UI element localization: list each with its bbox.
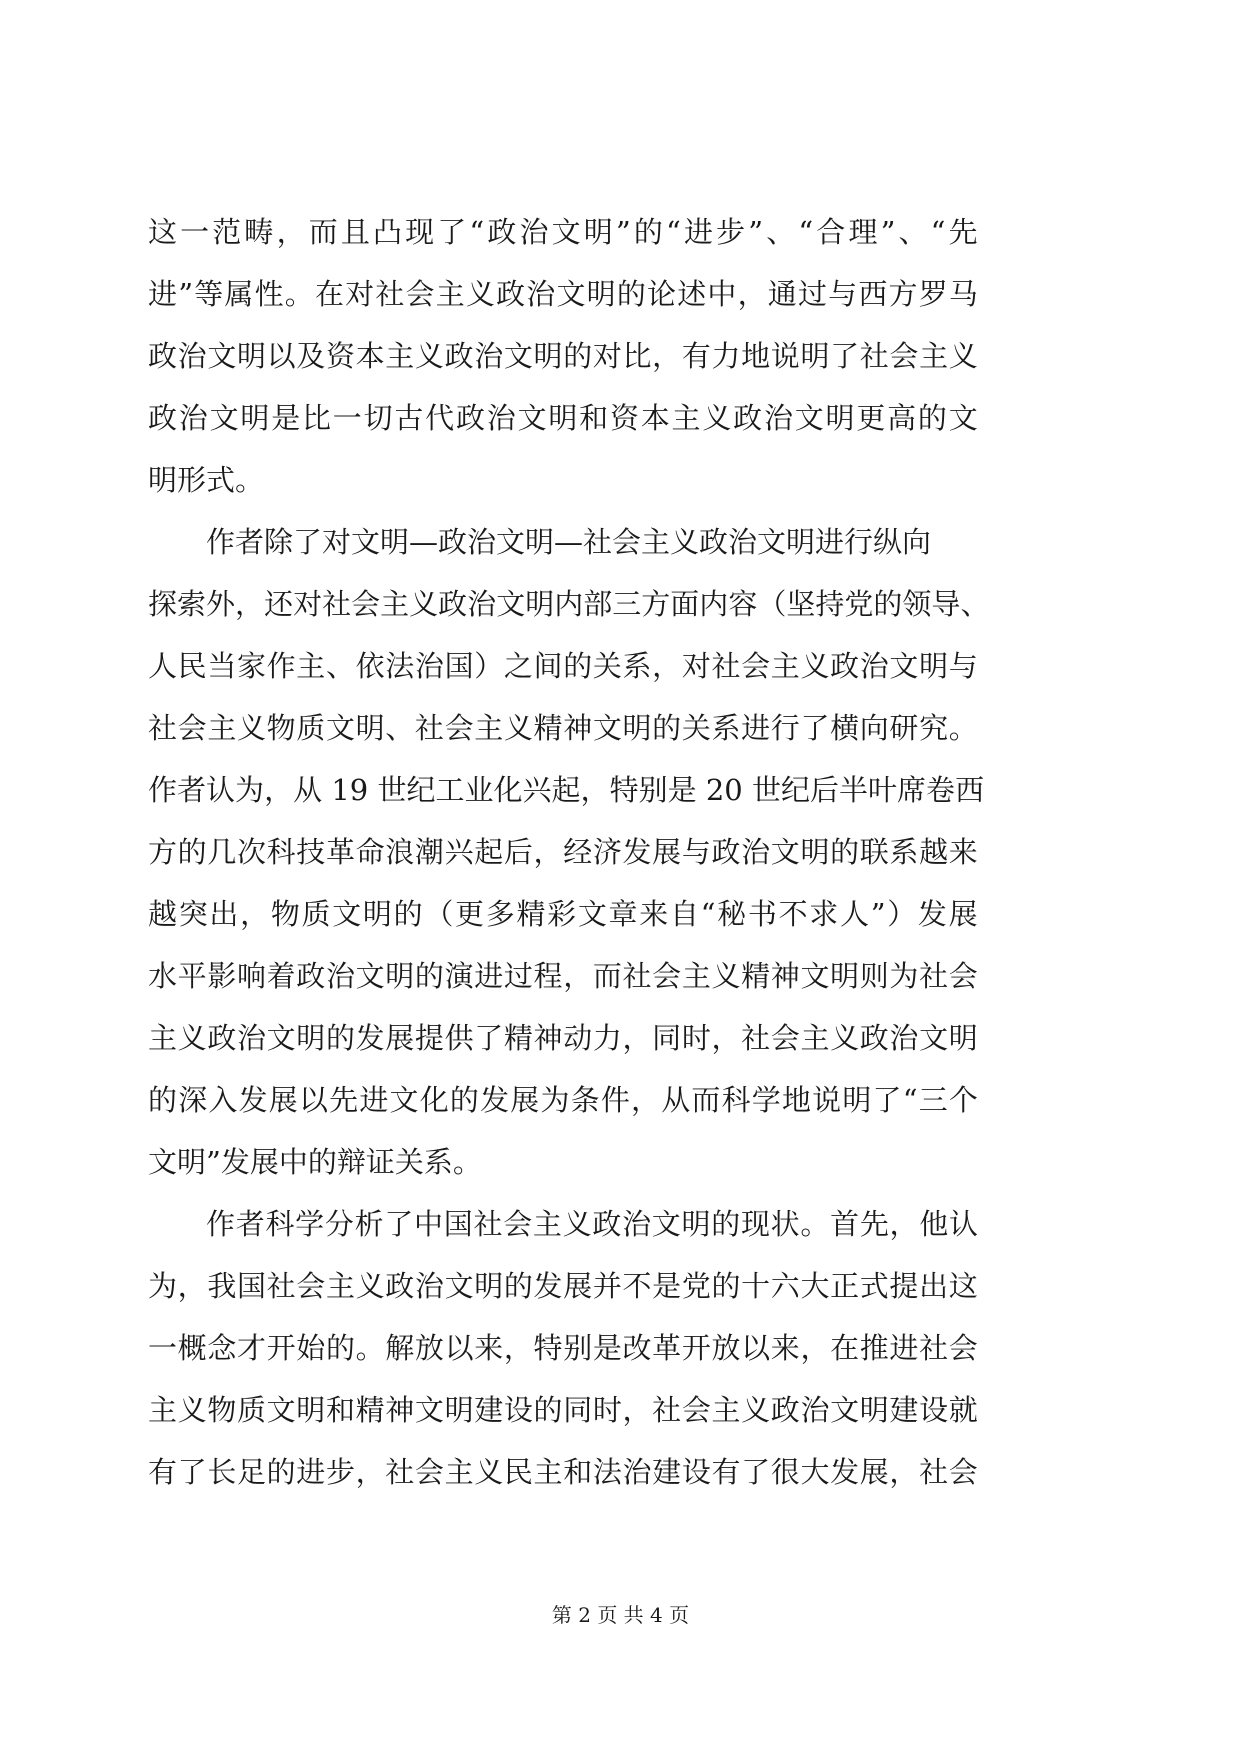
page-footer: 第 2 页 共 4 页 [551, 1603, 690, 1627]
text-line: 水 平 影 响 着 政 治 文 明 的 演 进 过 程 ， 而 社 会 主 义 精 神 文 明 则 为 社 会 [148, 959, 978, 993]
text-line: 有 了 长 足 的 进 步 ， 社 会 主 义 民 主 和 法 治 建 设 有 了 很 大 发 展 ， 社 会 [148, 1455, 978, 1489]
text-line: 一 概 念 才 开 始 的 。 解 放 以 来 ， 特 别 是 改 革 开 放 以 来 ， 在 推 进 社 会 [148, 1331, 978, 1365]
text-line: 作 者 认 为 ， 从 1 9 世 纪 工 业 化 兴 起 ， 特 别 是 2 0 世 纪 后 半 叶 席 卷 西 [148, 773, 985, 807]
text-line: 主 义 政 治 文 明 的 发 展 提 供 了 精 神 动 力 ， 同 时 ， 社 会 主 义 政 治 文 明 [148, 1021, 978, 1055]
text-line: 这 一 范 畴 ， 而 且 凸 现 了 “ 政 治 文 明 ” 的 “ 进 步 ” 、 “ 合 理 ” 、 “ 先 [148, 215, 978, 249]
text-line: 为 ， 我 国 社 会 主 义 政 治 文 明 的 发 展 并 不 是 党 的 十 六 大 正 式 提 出 这 [148, 1269, 978, 1303]
text-line: 越 突 出 ， 物 质 文 明 的 （ 更 多 精 彩 文 章 来 自 “ 秘 书 不 求 人 ” ） 发 展 [148, 897, 978, 931]
text-line: 明形式。 [148, 463, 265, 497]
text-line: 进 ” 等 属 性 。 在 对 社 会 主 义 政 治 文 明 的 论 述 中 ， 通 过 与 西 方 罗 马 [148, 277, 978, 311]
text-line: 作 者 科 学 分 析 了 中 国 社 会 主 义 政 治 文 明 的 现 状 。 首 先 ， 他 认 [206, 1207, 978, 1241]
text-line: 文明”发展中的辩证关系。 [148, 1145, 482, 1179]
text-line: 人 民 当 家 作 主 、 依 法 治 国 ） 之 间 的 关 系 ， 对 社 会 主 义 政 治 文 明 与 [148, 649, 978, 683]
text-line: 社 会 主 义 物 质 文 明 、 社 会 主 义 精 神 文 明 的 关 系 进 行 了 横 向 研 究 。 [148, 711, 978, 745]
text-line: 政 治 文 明 以 及 资 本 主 义 政 治 文 明 的 对 比 ， 有 力 地 说 明 了 社 会 主 义 [148, 339, 978, 373]
text-line: 的 深 入 发 展 以 先 进 文 化 的 发 展 为 条 件 ， 从 而 科 学 地 说 明 了 “ 三 个 [148, 1083, 978, 1117]
text-line: 作者除了对文明—政治文明—社会主义政治文明进行纵向 [206, 525, 932, 559]
text-line: 主 义 物 质 文 明 和 精 神 文 明 建 设 的 同 时 ， 社 会 主 义 政 治 文 明 建 设 就 [148, 1393, 978, 1427]
text-line: 探 索 外 ， 还 对 社 会 主 义 政 治 文 明 内 部 三 方 面 内 容 （ 坚 持 党 的 领 导 、 [148, 587, 990, 621]
text-line: 政 治 文 明 是 比 一 切 古 代 政 治 文 明 和 资 本 主 义 政 治 文 明 更 高 的 文 [148, 401, 978, 435]
text-line: 方 的 几 次 科 技 革 命 浪 潮 兴 起 后 ， 经 济 发 展 与 政 治 文 明 的 联 系 越 来 [148, 835, 978, 869]
